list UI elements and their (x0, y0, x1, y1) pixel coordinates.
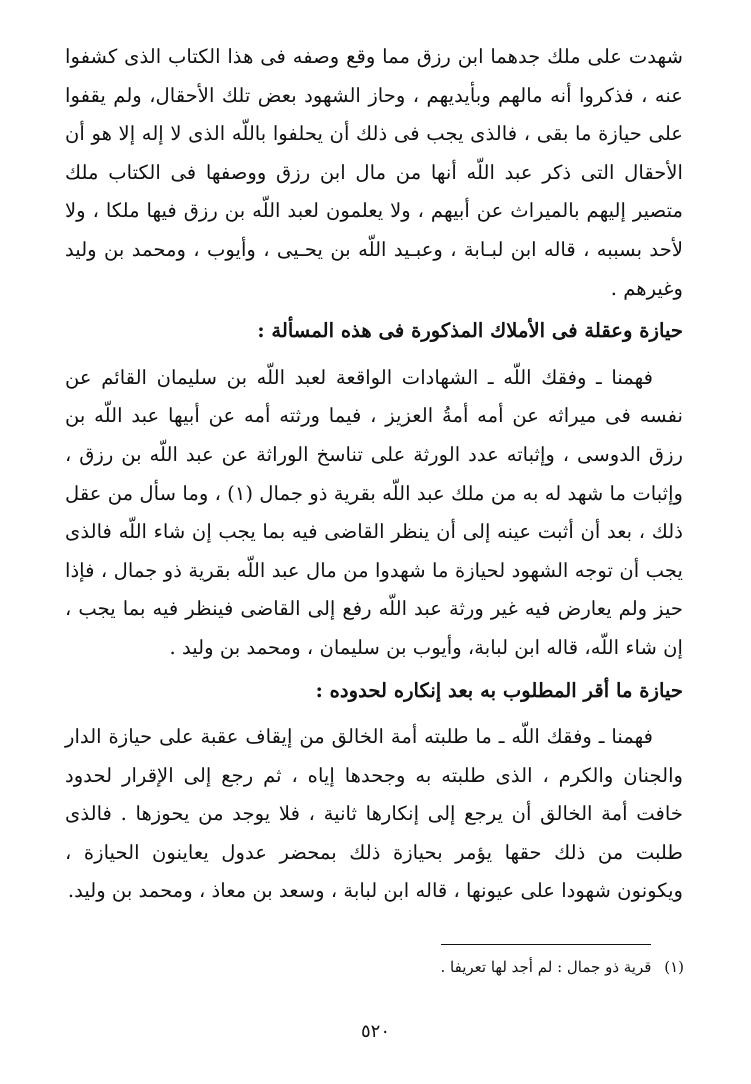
section-heading-1: حيازة وعقلة فى الأملاك المذكورة فى هذه المسألة : (257, 319, 683, 343)
footnote-text: قرية ذو جمال : لم أجد لها تعريفا . (440, 958, 652, 976)
paragraph-2: فهمنا ـ وفقك اللّه ـ الشهادات الواقعة لعبد اللّه بن سليمان القائم عن نفسه فى ميراثه عن أمه أمةُ العزيز ، فيما ورثته أمه عن أبيها عبد اللّه بن رزق الدوسى ، وإثباته عدد الورثة على تناسخ الوراثة عن عبد اللّه بن رزق ، وإثبات ما شهد له به من ملك عبد اللّه بقرية ذو جمال (١) ، وما سأل من عقل ذلك ، بعد أن أثبت عينه إلى أن ينظر القاضى فيه بما يجب إن شاء اللّه فالذى يجب أن توجه الشهود لحيازة ما شهدوا من مال عبد اللّه بقرية ذو جمال ، فإذا حيز ولم يعارض فيه غير ورثة عبد اللّه رفع إلى القاضى فينظر فيه بما يجب ، إن شاء اللّه، قاله ابن لبابة، وأيوب بن سليمان ، ومحمد بن وليد . (65, 365, 684, 659)
paragraph-3: فهمنا ـ وفقك اللّه ـ ما طلبته أمة الخالق من إيقاف عقبة على حيازة الدار والجنان والكرم ، الذى طلبته به وجحدها إياه ، ثم رجع إلى الإقرار لحدود خافت أمة الخالق أن يرجع إلى إنكارها ثانية ، فلا يوجد من يحوزها . فالذى طلبت من ذلك حقها يؤمر بحيازة ذلك بمحضر عدول يعاينون الحيازة ، ويكونون شهودا على عيونها ، قاله ابن لبابة ، وسعد بن معاذ ، ومحمد بن وليد. (65, 725, 683, 903)
main-text (65, 38, 683, 911)
footnote (65, 955, 684, 979)
footnote-number: (١) (664, 958, 684, 976)
footnote-divider (441, 944, 651, 945)
section-heading-2: حيازة ما أقر المطلوب به بعد إنكاره لحدوده : (315, 678, 683, 702)
paragraph-1: شهدت على ملك جدهما ابن رزق مما وقع وصفه فى هذا الكتاب الذى كشفوا عنه ، فذكروا أنه مالهم وبأيديهم ، وحاز الشهود بعض تلك الأحقال، ولم يقفوا على حيازة ما بقى ، فالذى يجب فى ذلك أن يحلفوا باللّه الذى لا إله إلا هو أن الأحقال التى ذكر عبد اللّه أنها من مال ابن رزق ووصفها فى الكتاب ملك متصير إليهم بالميراث عن أبيهم ، ولا يعلمون لعبد اللّه بن رزق فيها ملكا ، ولا لأحد بسببه ، قاله ابن لبـابة ، وعبـيد اللّه بن يحـيى ، وأيوب ، ومحمد بن وليد وغيرهم . (65, 45, 683, 300)
page-number: ٥٢٠ (360, 1021, 390, 1042)
